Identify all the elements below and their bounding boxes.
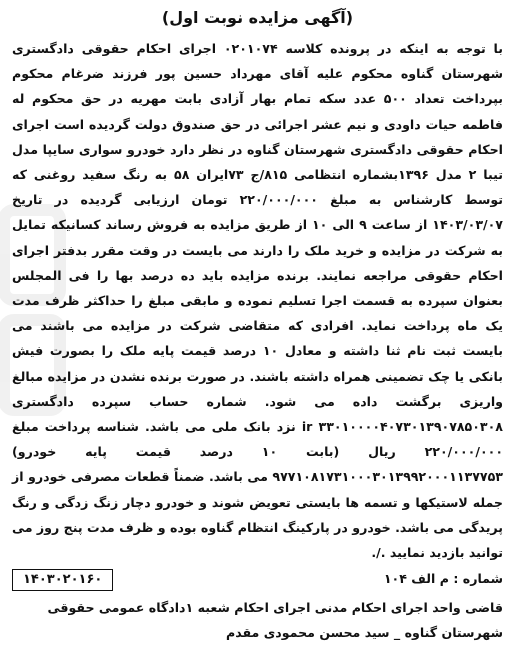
notice-title: (آگهی مزایده نوبت اول) (161, 8, 354, 27)
notice-body: با توجه به اینکه در پرونده کلاسه ۰۲۰۱۰۷۴ اجرای احکام حقوقی دادگستری شهرستان گناوه محکوم علیه آقای مهرداد حسین پور فرزند ضرغام محکوم بپرداخت تعداد ۵۰۰ عدد سکه تمام بهار آزادی بابت مهریه در حق محکوم له فاطمه حیات داودی و نیم عشر اجرائی در حق صندوق دولت گردیده است اجرای احکام حقوقی دادگستری شهرستان گناوه در نظر دارد خودرو سواری سایپا مدل تیبا ۲ مدل ۱۳۹۶بشماره انتظامی ۸۱۵/ج ۷۳ایران ۵۸ به رنگ سفید روغنی که توسط کارشناس به مبلغ ۲۲۰/۰۰۰/۰۰۰ تومان ارزیابی گردیده در تاریخ ۱۴۰۳/۰۳/۰۷ از ساعت ۹ الی ۱۰ از طریق مزایده به فروش رساند کسانیکه تمایل به شرکت در مزایده و خرید ملک را دارند می بایست در وقت مقرر بدفتر اجرای احکام حقوقی مراجعه نمایند. برنده مزایده باید ده درصد بها را فی المجلس بعنوان سپرده به قسمت اجرا تسلیم نموده و مابقی مبلغ را حداکثر ظرف مدت یک ماه پرداخت نماید. افرادی که متقاضی شرکت در مزایده می باشند می بایست ثبت نام ثنا داشته و معادل ۱۰ درصد قیمت پایه ملک را بصورت فیش بانکی یا چک تضمینی همراه داشته باشند. در صورت برنده نشدن در مزایده مبالغ واریزی برگشت داده می شود. شماره حساب سپرده دادگستری ۳۳۰۱۰۰۰۰۴۰۷۳۰۱۳۹۰۷۸۵۰۳۰۸ ir نزد بانک ملی می باشد. شناسه پرداخت مبلغ ۲۲۰/۰۰۰/۰۰۰ ریال (بابت ۱۰ درصد قیمت پایه خودرو) ۹۷۷۱۰۸۱۷۳۱۰۰۰۳۰۱۳۹۹۲۰۰۰۱۱۳۷۷۵۳ می باشد. ضمناً قطعات مصرفی خودرو از جمله لاستیکها و تسمه ها بایستی تعویض شوند و خودرو دچار زنگ زدگی و رنگ پریدگی می باشد. خودرو در پارکینگ انتظام گناوه بوده و ظرف مدت پنج روز می توانید بازدید نمایید ./. (12, 41, 504, 561)
signer-block (12, 595, 503, 645)
signer-title: قاضی واحد اجرای احکام مدنی اجرای احکام شعبه ۱دادگاه عمومی حقوقی (47, 600, 503, 616)
reference-code-box: ۱۴۰۳۰۲۰۱۶۰ (12, 569, 113, 591)
signer-name: شهرستان گناوه _ سید محسن محمودی مقدم (225, 625, 503, 641)
notice-number: شماره : م الف ۱۰۴ (383, 571, 503, 587)
notice-content (12, 6, 503, 645)
